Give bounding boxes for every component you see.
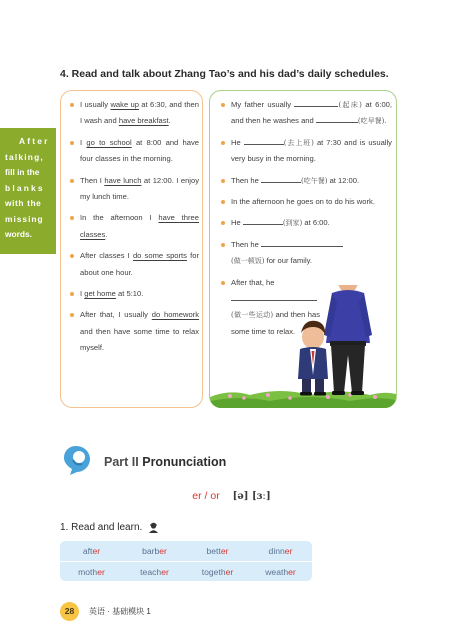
list-item: My father usually (起床) at 6:00, and then he washes and (吃早餐).	[220, 97, 392, 130]
sound-focus	[0, 490, 463, 502]
fill-blank[interactable]	[294, 98, 338, 107]
list-item: He (去上班) at 7:30 and is usually very busy in the morning.	[220, 135, 392, 168]
list-item: Then he (做一顿饭) for our family.	[220, 237, 392, 270]
word-cell: barber	[142, 546, 167, 556]
list-item: After that, he (做一些运动) and then has some time to relax.	[220, 275, 320, 341]
zhang-tao-schedule-box	[60, 90, 203, 408]
instruction-tab	[0, 128, 56, 254]
word-cell: teacher	[140, 567, 169, 577]
word-cell: together	[201, 567, 234, 577]
instruction-line: After	[19, 136, 50, 146]
list-item: After classes I do some sports for about one hour.	[69, 248, 199, 281]
zhang-tao-schedule-list	[69, 97, 199, 362]
fill-blank[interactable]	[316, 114, 358, 123]
read-learn-label: 1. Read and learn.	[60, 522, 143, 534]
list-item: Then he (吃午餐) at 12:00.	[220, 173, 392, 189]
instruction-line: blanks	[5, 182, 45, 193]
sound-letters: er / or	[192, 490, 220, 502]
father-son-illustration	[210, 285, 396, 408]
part-title	[104, 455, 226, 469]
list-item: After that, I usually do homework and then have some time to relax myself.	[69, 307, 199, 356]
word-cell: dinner	[268, 546, 293, 556]
sound-ipa: [ə] [ɜː]	[232, 491, 271, 502]
list-item: He (到家) at 6:00.	[220, 215, 392, 231]
fill-blank[interactable]	[261, 174, 301, 183]
list-item: I go to school at 8:00 and have four classes in the morning.	[69, 135, 199, 168]
book-title: 英语 · 基础模块 1	[89, 607, 151, 616]
fill-blank[interactable]	[261, 238, 343, 247]
list-item: I get home at 5:10.	[69, 286, 199, 302]
page-number: 28	[60, 602, 79, 621]
part-name: Pronunciation	[142, 455, 227, 469]
list-item: In the afternoon he goes on to do his work.	[220, 194, 392, 210]
son-figure	[298, 321, 328, 396]
task-title: 4. Read and talk about Zhang Tao’s and his dad’s daily schedules.	[60, 68, 389, 80]
list-item: Then I have lunch at 12:00. I enjoy my lunch time.	[69, 173, 199, 206]
er-words-table	[60, 541, 312, 581]
part-label: Part II	[104, 455, 139, 469]
table-row	[60, 541, 312, 561]
fill-blank[interactable]	[244, 136, 284, 145]
speech-bubble-icon	[62, 444, 92, 476]
word-cell: after	[82, 546, 101, 556]
table-row	[60, 561, 312, 581]
instruction-line: with the	[5, 198, 42, 208]
father-figure	[324, 285, 372, 395]
instruction-line: words.	[5, 229, 32, 239]
instruction-line: talking,	[5, 151, 44, 162]
list-item: In the afternoon I have three classes.	[69, 210, 199, 243]
list-item: I usually wake up at 6:30, and then I wash and have breakfast.	[69, 97, 199, 130]
fill-blank[interactable]	[243, 216, 283, 225]
instruction-line: missing	[5, 213, 44, 224]
instruction-line: fill in the	[5, 167, 40, 177]
read-learn-title	[60, 522, 159, 533]
word-cell: weather	[265, 567, 296, 577]
word-cell: better	[206, 546, 229, 556]
word-cell: mother	[78, 567, 105, 577]
listen-person-icon	[148, 522, 159, 533]
